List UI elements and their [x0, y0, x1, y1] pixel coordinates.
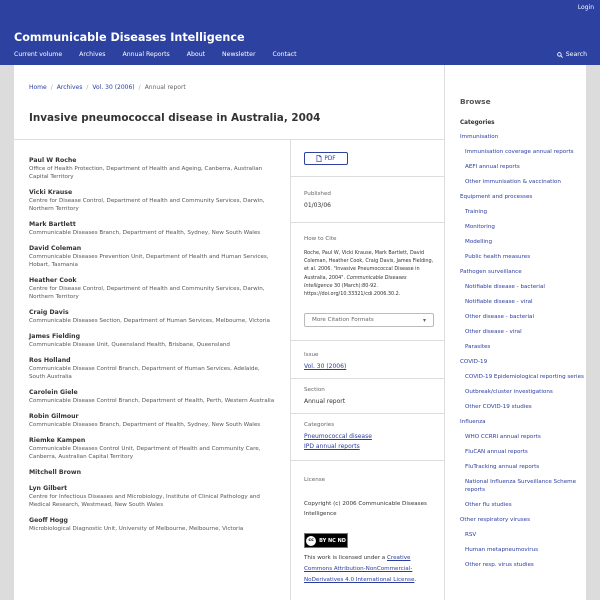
author-affiliation: Office of Health Protection, Department of Health and Ageing, Canberra, Australian Capital Territory [29, 166, 263, 180]
sidebar-subcategory[interactable]: FluCAN annual reports [465, 449, 528, 455]
author-entry [29, 276, 277, 301]
published-date: 01/03/06 [304, 202, 331, 209]
sidebar-subcategory[interactable]: National Influenza Surveillance Scheme reports [465, 479, 577, 493]
author-affiliation: Communicable Diseases Section, Department of Human Services, Melbourne, Victoria [29, 318, 270, 324]
author-entry [29, 356, 277, 381]
category-link[interactable]: IPD annual reports [304, 443, 360, 450]
divider [291, 222, 444, 223]
divider [291, 460, 444, 461]
sidebar-category[interactable]: Equipment and processes [460, 194, 533, 200]
author-name: Riemke Kampen [29, 437, 86, 444]
sidebar-subcategory[interactable]: Other disease - bacterial [465, 314, 535, 320]
author-name: Mitchell Brown [29, 469, 82, 476]
sidebar-subcategory[interactable]: Notifiable disease - bacterial [465, 284, 545, 290]
author-name: David Coleman [29, 245, 82, 252]
author-affiliation: Communicable Disease Control Branch, Department of Health, Perth, Western Australia [29, 398, 275, 404]
nav-current-volume[interactable]: Current volume [14, 51, 63, 58]
search-label: Search [565, 51, 587, 58]
sidebar-heading: Browse [460, 97, 491, 106]
author-entry [29, 308, 277, 325]
author-name: Vicki Krause [29, 189, 73, 196]
sidebar-category[interactable]: Pathogen surveillance [460, 269, 522, 275]
license-post: . [414, 577, 417, 584]
cc-license-badge[interactable] [304, 533, 348, 548]
author-name: Lyn Gilbert [29, 485, 68, 492]
author-name: Robin Gilmour [29, 413, 79, 420]
issue-label: Issue [304, 352, 319, 358]
sidebar-subcategory[interactable]: Training [465, 209, 488, 215]
sidebar-subcategory[interactable]: AEFI annual reports [465, 164, 520, 170]
nav-annual-reports[interactable]: Annual Reports [122, 51, 170, 58]
section-value: Annual report [304, 398, 346, 405]
author-affiliation: Communicable Diseases Control Unit, Department of Health and Community Care, Canberra, Australian Capital Territory [29, 446, 261, 460]
file-pdf-icon [316, 155, 322, 162]
sidebar [444, 65, 586, 600]
divider [14, 139, 444, 140]
cc-icon: cc [306, 536, 316, 546]
author-entry [29, 468, 277, 477]
author-name: James Fielding [29, 333, 81, 340]
nav-contact[interactable]: Contact [272, 51, 297, 58]
author-entry [29, 220, 277, 237]
author-name: Ros Holland [29, 357, 71, 364]
author-affiliation: Centre for Infectious Diseases and Microbiology, Institute of Clinical Pathology and Medical Research, Westmead, New South Wales [29, 494, 260, 508]
sidebar-subcategory[interactable]: Modelling [465, 239, 492, 245]
sidebar-category[interactable]: Immunisation [460, 134, 499, 140]
search-icon [557, 52, 563, 58]
search-link[interactable] [557, 51, 587, 58]
license-label: License [304, 477, 326, 483]
citation-text [304, 249, 434, 298]
author-affiliation: Communicable Disease Unit, Queensland Health, Brisbane, Queensland [29, 342, 230, 348]
author-affiliation: Centre for Disease Control, Department of Health and Community Services, Darwin, Northern Territory [29, 286, 265, 300]
login-link[interactable]: Login [577, 4, 594, 11]
author-entry [29, 484, 277, 509]
sidebar-subcategory[interactable]: Other immunisation & vaccination [465, 179, 561, 185]
categories-heading: Categories [460, 120, 495, 126]
issue-link[interactable]: Vol. 30 (2006) [304, 363, 347, 370]
sidebar-category[interactable]: Other respiratory viruses [460, 516, 531, 523]
author-affiliation: Communicable Diseases Prevention Unit, Department of Health and Human Services, Hobart, Tasmania [29, 254, 269, 268]
author-entry [29, 188, 277, 213]
author-entry [29, 412, 277, 429]
author-name: Heather Cook [29, 277, 77, 284]
author-name: Carolein Giele [29, 389, 78, 396]
divider [291, 378, 444, 379]
author-affiliation: Communicable Diseases Branch, Department of Health, Sydney, New South Wales [29, 230, 261, 236]
author-name: Geoff Hogg [29, 517, 68, 524]
main-nav [14, 51, 297, 58]
author-entry [29, 436, 277, 461]
citation-journal: Communicable Diseases Intelligence [304, 274, 407, 289]
author-name: Craig Davis [29, 309, 69, 316]
nav-about[interactable]: About [186, 51, 206, 58]
sidebar-subcategory[interactable]: Other resp. virus studies [465, 561, 534, 568]
citation-tail: 30 (March):80-92. https://doi.org/10.33321/cdi.2006.30.2. [304, 282, 401, 298]
more-citation-formats-dropdown[interactable] [304, 313, 434, 327]
author-name: Mark Bartlett [29, 221, 76, 228]
author-affiliation: Communicable Disease Control Branch, Department of Human Services, Adelaide, South Australia [29, 366, 260, 380]
sidebar-subcategory[interactable]: Parasites [465, 344, 491, 350]
category-link[interactable]: Pneumococcal disease [304, 433, 372, 440]
sidebar-subcategory[interactable]: Other disease - viral [465, 329, 522, 335]
main-content [14, 65, 444, 600]
license-pre: This work is licensed under a [304, 555, 387, 561]
nav-newsletter[interactable]: Newsletter [222, 51, 256, 58]
sidebar-category[interactable]: Influenza [460, 419, 486, 425]
author-name: Paul W Roche [29, 157, 77, 164]
author-entry [29, 332, 277, 349]
sidebar-subcategory[interactable]: Public health measures [465, 254, 531, 260]
nav-archives[interactable]: Archives [79, 51, 106, 58]
more-citation-label: More Citation Formats [312, 317, 374, 323]
breadcrumb [29, 84, 186, 91]
author-affiliation: Communicable Diseases Branch, Department of Health, Sydney, New South Wales [29, 422, 261, 428]
pdf-download-button[interactable] [304, 152, 348, 165]
sidebar-subcategory[interactable]: Monitoring [465, 224, 495, 230]
category-list [460, 134, 585, 577]
breadcrumb-separator: / [138, 84, 141, 91]
breadcrumb-separator: / [86, 84, 89, 91]
author-entry [29, 244, 277, 269]
license-copyright: Copyright (c) 2006 Communicable Diseases Intelligence [304, 501, 427, 517]
author-entry [29, 156, 277, 181]
author-affiliation: Centre for Disease Control, Department of Health and Community Services, Darwin, Northern Territory [29, 198, 265, 212]
how-to-cite-label: How to Cite [304, 236, 337, 242]
divider [291, 176, 444, 177]
section-label: Section [304, 387, 325, 393]
categories-label: Categories [304, 422, 335, 428]
site-title[interactable]: Communicable Diseases Intelligence [14, 31, 245, 44]
sidebar-subcategory[interactable]: Other flu studies [465, 501, 512, 508]
breadcrumb-home[interactable]: Home [29, 84, 47, 91]
sidebar-subcategory[interactable]: Immunisation coverage annual reports [465, 149, 574, 155]
breadcrumb-separator: / [50, 84, 53, 91]
cc-badge-text: BY NC ND [319, 537, 346, 544]
sidebar-subcategory[interactable]: FluTracking annual reports [465, 464, 540, 470]
sidebar-subcategory[interactable]: Notifiable disease - viral [465, 299, 533, 305]
breadcrumb-issue[interactable]: Vol. 30 (2006) [92, 84, 135, 91]
breadcrumb-archives[interactable]: Archives [56, 84, 83, 91]
sidebar-subcategory[interactable]: RSV [465, 531, 477, 538]
column-divider [290, 140, 291, 600]
pdf-label: PDF [324, 155, 336, 162]
sidebar-subcategory[interactable]: Outbreak/cluster investigations [465, 389, 553, 395]
breadcrumb-current: Annual report [144, 84, 186, 91]
citation-main: Roche, Paul W, Vicki Krause, Mark Bartlett, David Coleman, Heather Cook, Craig Davis, James Fielding, et al. 2006. "Invasive Pneumococcal Disease in Australia, 2004". [304, 250, 434, 281]
page-title: Invasive pneumococcal disease in Australia, 2004 [29, 112, 321, 124]
author-entry [29, 516, 277, 533]
author-entry [29, 388, 277, 405]
sidebar-subcategory[interactable]: Human metapneumovirus [465, 546, 539, 553]
divider [291, 413, 444, 414]
license-link[interactable]: Creative Commons Attribution-NonCommercial-NoDerivatives 4.0 International License [304, 555, 415, 584]
sidebar-subcategory[interactable]: WHO CCRRI annual reports [465, 434, 541, 440]
divider [291, 340, 444, 341]
author-affiliation: Microbiological Diagnostic Unit, University of Melbourne, Melbourne, Victoria [29, 526, 244, 532]
author-list [29, 156, 277, 540]
site-header [0, 0, 600, 65]
sidebar-subcategory[interactable]: COVID-19 Epidemiological reporting series [465, 374, 584, 380]
license-statement [304, 553, 436, 587]
sidebar-subcategory[interactable]: Other COVID-19 studies [465, 404, 532, 410]
published-label: Published [304, 191, 331, 197]
caret-down-icon: ▾ [422, 317, 426, 324]
sidebar-category[interactable]: COVID-19 [460, 359, 488, 365]
